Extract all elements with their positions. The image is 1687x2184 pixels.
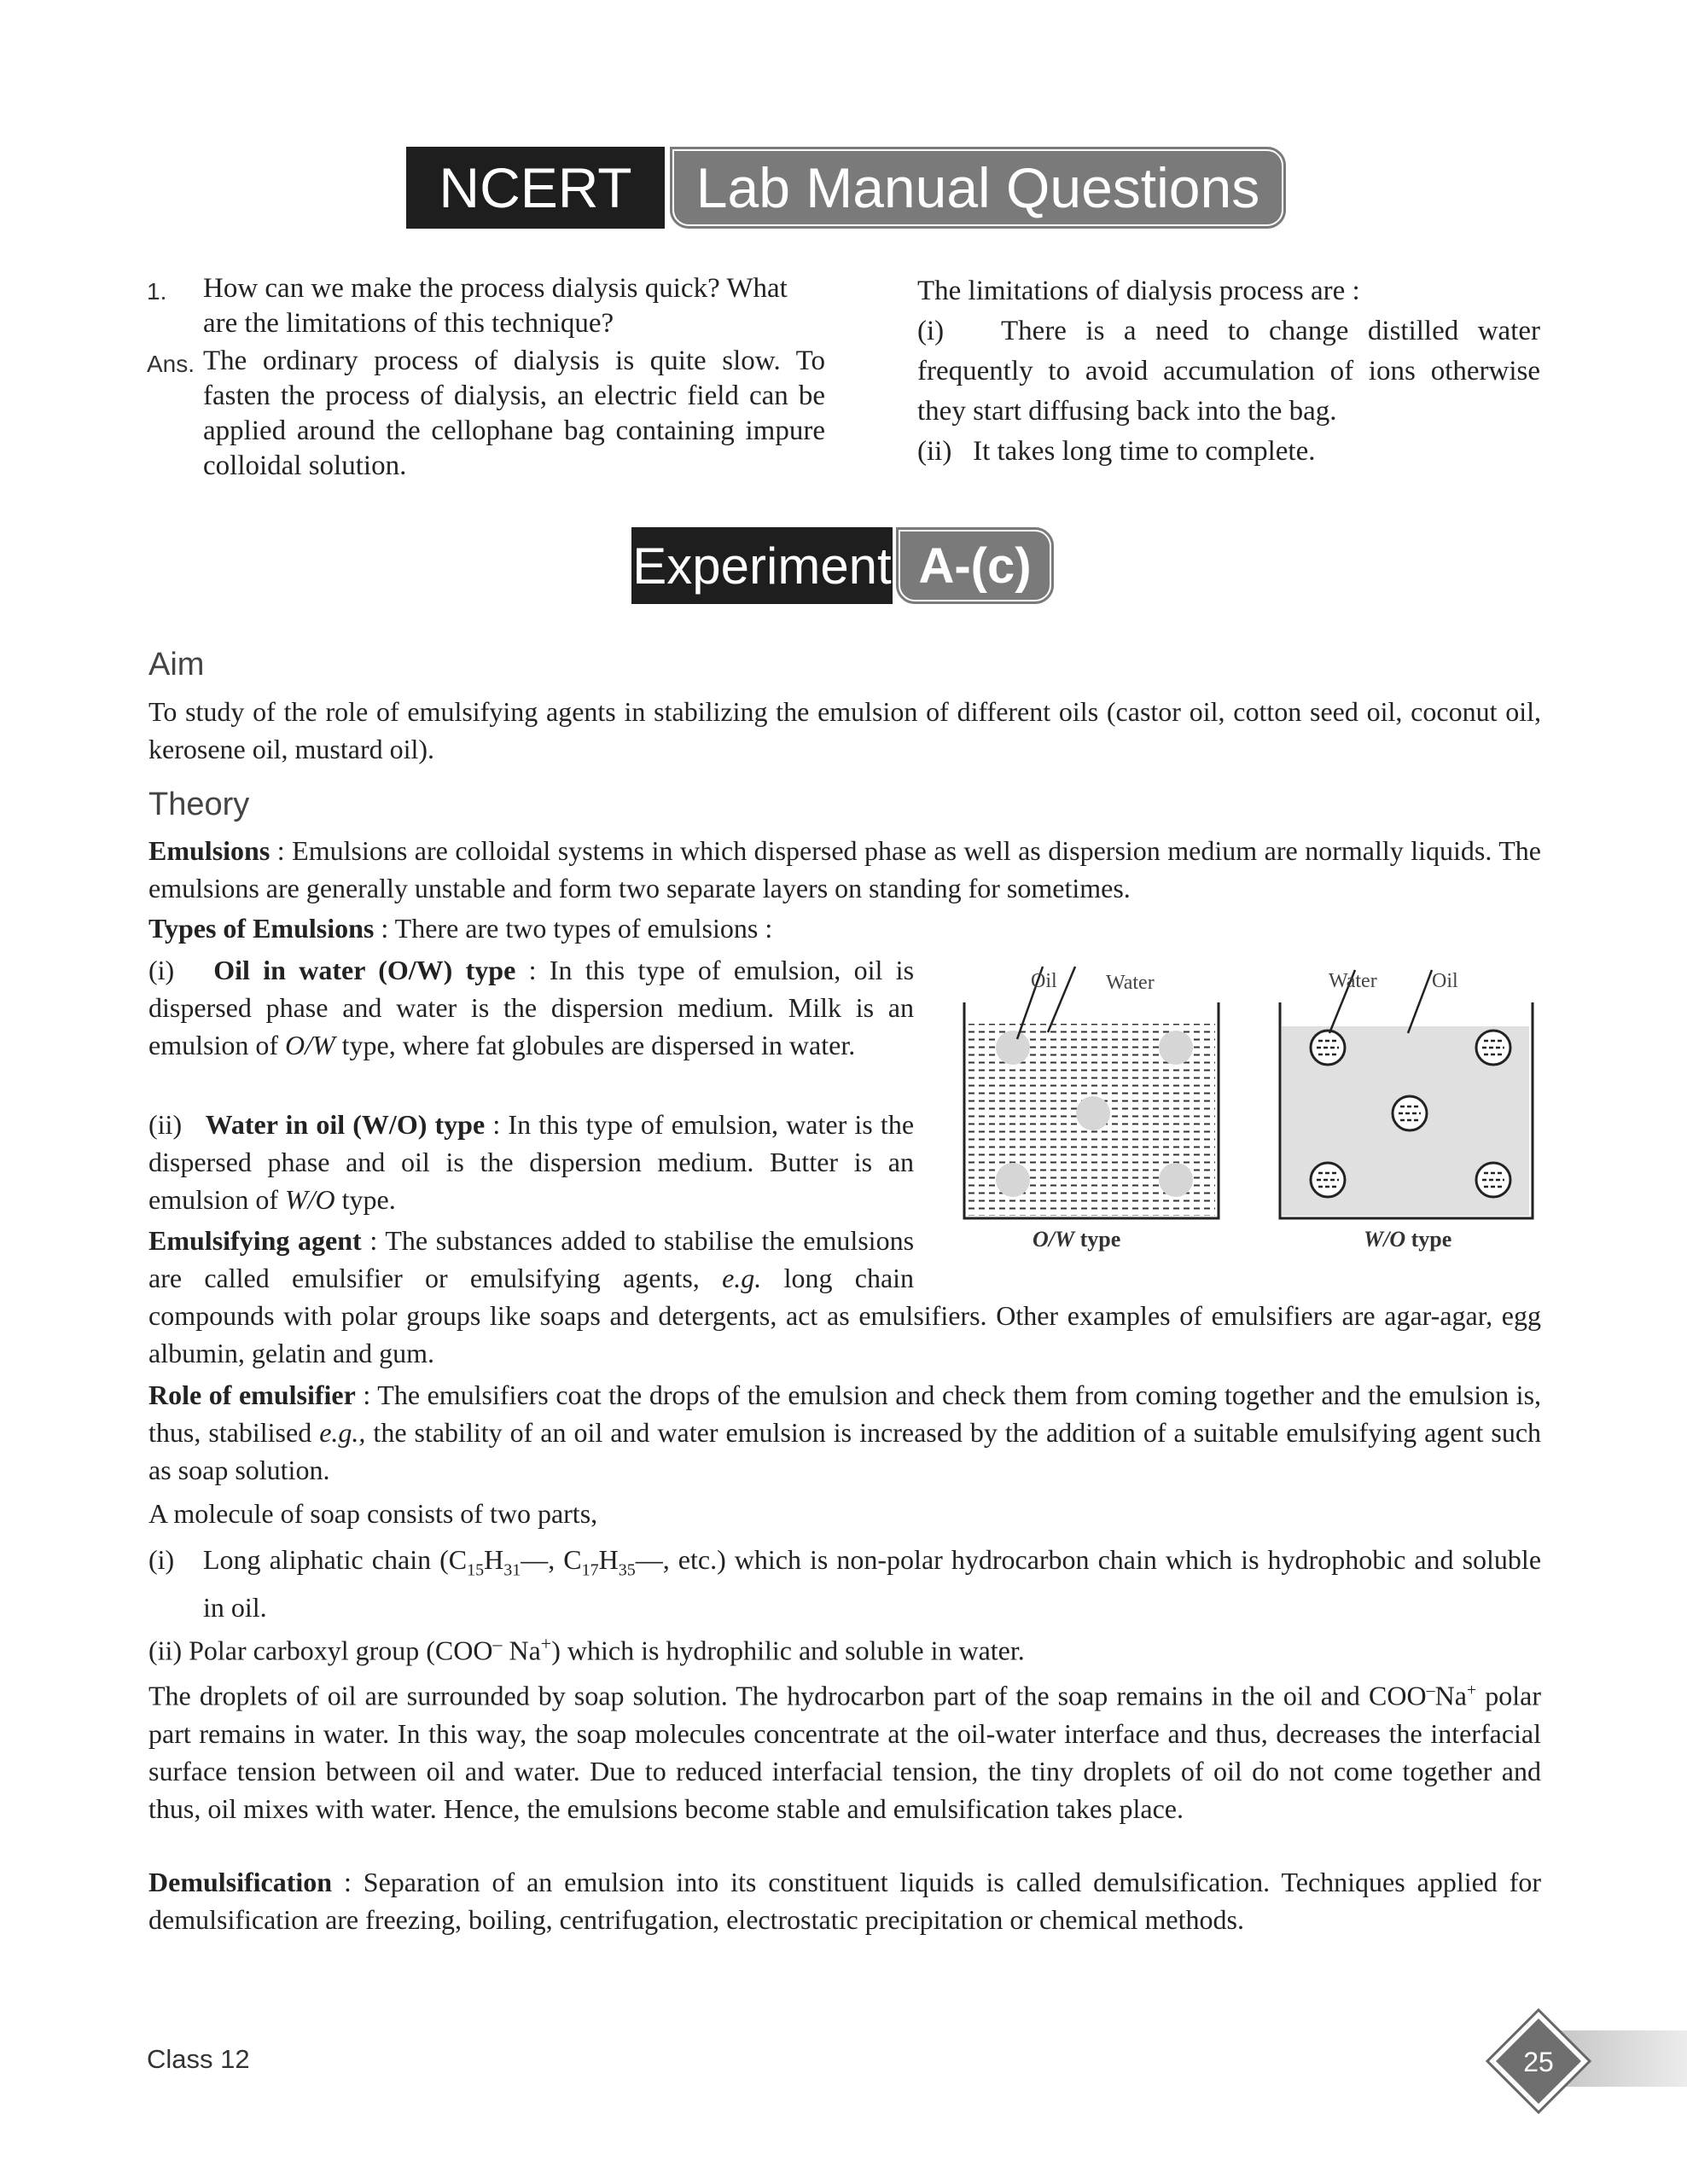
agent-text-2: long chain compounds with polar groups like soaps and detergents, act as emulsifiers. Other examples of emulsifiers are agar-agar, egg albumin, gelatin and gum. — [148, 1263, 1541, 1368]
wo-oil-label: Oil — [1432, 970, 1458, 992]
part1-text — [203, 1541, 1541, 1626]
ow-oil-drop — [1076, 1096, 1110, 1130]
wo-paragraph: (ii) Water in oil (W/O) type : In this type of emulsion, water is the dispersed phase and oil is the dispersion medium. Butter is an emulsion of W/O type. — [148, 1109, 915, 1215]
part1-sub3: 17 — [581, 1560, 599, 1580]
header-lab-manual: Lab Manual Questions — [670, 147, 1286, 229]
wo-water-label: Water — [1329, 970, 1377, 992]
ow-italic: O/W — [284, 1030, 335, 1060]
limitations-intro: The limitations of dialysis process are : — [917, 276, 1360, 306]
ow-beaker — [964, 967, 1219, 1252]
page-number: 25 — [1523, 2047, 1554, 2077]
aim-heading: Aim — [148, 647, 205, 682]
ow-oil-drop — [1159, 1163, 1193, 1197]
role-text-1: The emulsifiers coat the drops of the emulsion and check them from coming together and the emulsion is, thus, stabilised — [148, 1380, 1542, 1448]
limitation-2-number: (ii) — [917, 436, 952, 467]
agent-paragraph: Emulsifying agent : The substances added to stabilise the emulsions are called emulsifier or emulsifying agents, e.g. long chain compounds with polar groups like soaps and detergents, act as emulsifiers. Other examples of emulsifiers are agar-agar, egg albumin, gelatin and gum. — [148, 1222, 1541, 1372]
limitation-2 — [917, 432, 1540, 472]
part1-d: H — [598, 1544, 619, 1575]
ow-text-2: type, where fat globules are dispersed in water. — [341, 1030, 856, 1060]
wo-water-drop — [1393, 1096, 1427, 1130]
part1-c: —, C — [521, 1544, 582, 1575]
wo-water-drop — [1476, 1031, 1510, 1065]
page-number-badge — [1485, 2007, 1592, 2115]
limitation-1-text: There is a need to change distilled water frequently to avoid accumulation of ions otherwise they start diffusing back into the bag. — [917, 316, 1541, 427]
part1-a: Long aliphatic chain (C — [203, 1544, 468, 1575]
droplets-paragraph — [148, 1671, 1541, 1827]
soap-intro: A molecule of soap consists of two parts, — [148, 1498, 598, 1529]
wo-caption-italic: W/O — [1364, 1227, 1406, 1252]
role-text-2: the stability of an oil and water emulsion is increased by the addition of a suitable emulsifying agent such as soap solution. — [148, 1417, 1542, 1485]
part2-c: ) which is hydrophilic and soluble in water. — [551, 1635, 1025, 1666]
wo-text-2: type. — [341, 1184, 396, 1215]
part1-sub4: 35 — [618, 1560, 636, 1580]
answer-text: The ordinary process of dialysis is quite slow. To fasten the process of dialysis, an electric field can be applied around the cellophane bag containing impure colloidal solution. — [203, 346, 825, 481]
demulsification-paragraph: Demulsification : Separation of an emulsion into its constituent liquids is called demulsification. Techniques applied for demulsification are freezing, boiling, centrifugation, electrostatic precipitation or chemical methods. — [148, 1867, 1542, 1935]
ow-water-label: Water — [1106, 972, 1155, 994]
experiment-label: Experiment — [631, 527, 893, 604]
agent-eg: e.g. — [722, 1263, 762, 1293]
part1-sub1: 15 — [467, 1560, 485, 1580]
wo-number: (ii) — [148, 1109, 183, 1140]
part2-a: Polar carboxyl group (COO — [189, 1635, 493, 1666]
part2-sup2: + — [540, 1633, 552, 1654]
ow-label: Oil in water (O/W) type — [213, 955, 516, 985]
types-label: Types of Emulsions — [148, 913, 375, 944]
part1-sub2: 31 — [503, 1560, 521, 1580]
part2-b: Na — [502, 1635, 541, 1666]
demul-text: Separation of an emulsion into its constituent liquids is called demulsification. Techniques applied for demulsification are freezing, boiling, centrifugation, electrostatic precipitation or chemical methods. — [148, 1867, 1542, 1935]
aim-text: To study of the role of emulsifying agents in stabilizing the emulsion of different oils (castor oil, cotton seed oil, coconut oil, kerosene oil, mustard oil). — [148, 696, 1541, 764]
part1-b: H — [484, 1544, 504, 1575]
theory-heading: Theory — [148, 787, 250, 822]
wo-italic: W/O — [284, 1184, 335, 1215]
droplets-c: polar part remains in water. In this way, the soap molecules concentrate at the oil-water interface and thus, decreases the interfacial surface tension between oil and water. Due to reduced interfacial tension, the tiny droplets of oil do not come together and thus, oil mixes with water. Hence, the emulsions become stable and emulsification takes place. — [148, 1680, 1542, 1824]
soap-part-1 — [148, 1541, 1541, 1626]
wo-caption-rest: type — [1405, 1227, 1452, 1252]
agent-text-1: The substances added to stabilise the emulsions are called emulsifier or emulsifying agents, — [148, 1225, 915, 1293]
limitations-block — [917, 271, 1540, 472]
ow-caption — [1033, 1227, 1120, 1252]
ow-oil-drop — [996, 1163, 1030, 1197]
ow-paragraph: (i) Oil in water (O/W) type : In this type of emulsion, oil is dispersed phase and water is the dispersion medium. Milk is an emulsion of O/W type, where fat globules are dispersed in water. — [148, 955, 915, 1060]
part1-e: —, etc.) which is non-polar hydrocarbon chain which is hydrophobic and soluble in oil. — [203, 1544, 1542, 1623]
part2-number: (ii) — [148, 1635, 183, 1666]
experiment-banner — [631, 527, 1054, 604]
ow-oil-drop — [996, 1031, 1030, 1065]
ow-text-1: In this type of emulsion, oil is dispersed phase and water is the dispersion medium. Milk is an emulsion of — [148, 955, 915, 1060]
wo-water-drop — [1311, 1031, 1345, 1065]
wo-water-drop — [1476, 1163, 1510, 1197]
wo-caption — [1364, 1227, 1451, 1252]
limitation-2-text: It takes long time to complete. — [973, 436, 1316, 467]
emulsions-text: Emulsions are colloidal systems in which dispersed phase as well as dispersion medium are normally liquids. The emulsions are generally unstable and form two separate layers on standing for sometimes. — [148, 835, 1542, 903]
limitation-1-number: (i) — [917, 316, 945, 346]
wo-water-drop — [1311, 1163, 1345, 1197]
ow-caption-italic: O/W — [1033, 1227, 1075, 1252]
limitation-1 — [917, 311, 1540, 432]
part1-number: (i) — [148, 1544, 175, 1575]
wo-label: Water in oil (W/O) type — [205, 1109, 486, 1140]
role-eg: e.g., — [319, 1417, 366, 1448]
emulsion-figure — [947, 951, 1544, 1263]
ow-number: (i) — [148, 955, 175, 985]
ow-oil-label: Oil — [1031, 970, 1057, 992]
question-block — [147, 271, 825, 484]
emulsions-label: Emulsions — [148, 835, 271, 866]
header-ncert: NCERT — [406, 147, 665, 229]
header-banner — [406, 147, 1286, 229]
droplets-sup1: – — [1426, 1681, 1435, 1699]
types-text: There are two types of emulsions : — [394, 913, 773, 944]
wo-beaker — [1280, 970, 1533, 1252]
part2-sup1: – — [492, 1633, 503, 1654]
droplets-b: Na — [1434, 1680, 1467, 1711]
question-text: How can we make the process dialysis quick? What are the limitations of this technique? — [203, 273, 788, 339]
types-paragraph: Types of Emulsions : There are two types of emulsions : — [148, 913, 773, 944]
soap-part-2 — [148, 1625, 1541, 1670]
question-number: 1. — [147, 278, 167, 305]
role-paragraph: Role of emulsifier : The emulsifiers coat the drops of the emulsion and check them from coming together and the emulsion is, thus, stabilised e.g., the stability of an oil and water emulsion is increased by the addition of a suitable emulsifying agent such as soap solution. — [148, 1380, 1542, 1485]
ow-oil-drop — [1159, 1031, 1193, 1065]
experiment-code: A-(c) — [896, 527, 1054, 604]
wo-oil-pointer — [1408, 970, 1432, 1033]
droplets-a: The droplets of oil are surrounded by soap solution. The hydrocarbon part of the soap remains in the oil and COO — [148, 1680, 1427, 1711]
agent-label: Emulsifying agent — [148, 1225, 362, 1256]
wo-text-1: In this type of emulsion, water is the dispersed phase and oil is the dispersion medium. Butter is an emulsion of — [148, 1109, 915, 1215]
footer-class-label: Class 12 — [147, 2044, 250, 2074]
droplets-sup2: + — [1466, 1681, 1477, 1699]
demul-label: Demulsification — [148, 1867, 333, 1897]
role-label: Role of emulsifier — [148, 1380, 356, 1410]
ow-caption-rest: type — [1074, 1227, 1121, 1252]
emulsions-paragraph: Emulsions : Emulsions are colloidal systems in which dispersed phase as well as dispersion medium are normally liquids. The emulsions are generally unstable and form two separate layers on standing for sometimes. — [148, 835, 1542, 903]
answer-label: Ans. — [147, 351, 195, 377]
